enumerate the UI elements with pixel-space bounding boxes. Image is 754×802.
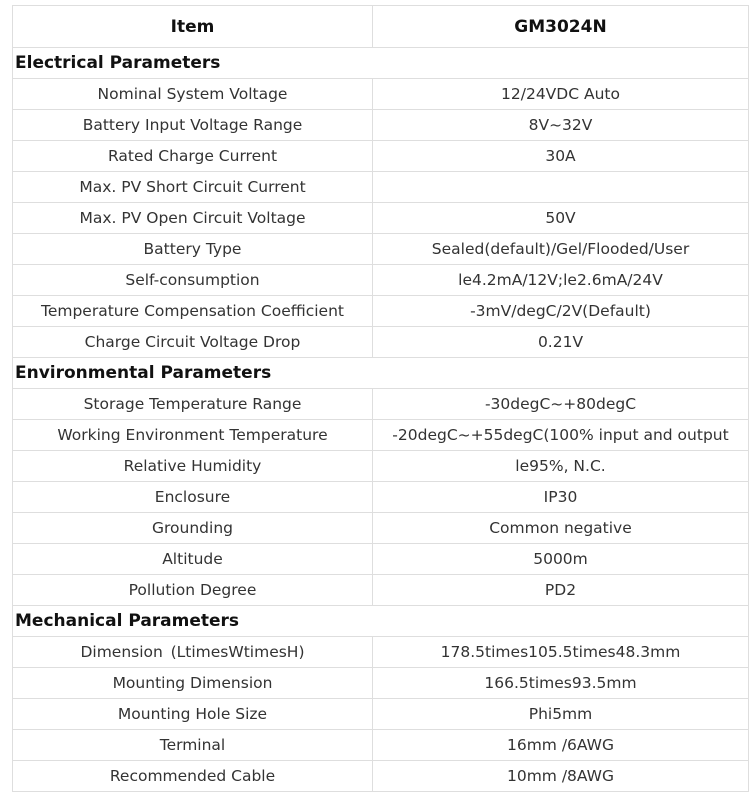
- table-row: [13, 730, 749, 761]
- table-row: [13, 668, 749, 699]
- param-value-cell: -20degC~+55degC(100% input and output: [373, 420, 749, 451]
- table-row: [13, 451, 749, 482]
- section-row: [13, 606, 749, 637]
- param-value-cell: 50V: [373, 203, 749, 234]
- table-row: [13, 172, 749, 203]
- param-name-cell: Rated Charge Current: [13, 141, 373, 172]
- param-value-cell: 178.5times105.5times48.3mm: [373, 637, 749, 668]
- param-value-cell: Common negative: [373, 513, 749, 544]
- param-name-cell: Enclosure: [13, 482, 373, 513]
- param-name-cell: Pollution Degree: [13, 575, 373, 606]
- param-value-cell: Phi5mm: [373, 699, 749, 730]
- param-name-cell: Nominal System Voltage: [13, 79, 373, 110]
- param-name-cell: Grounding: [13, 513, 373, 544]
- table-row: [13, 234, 749, 265]
- param-name-cell: Max. PV Open Circuit Voltage: [13, 203, 373, 234]
- param-value-cell: [373, 172, 749, 203]
- column-header-item: Item: [13, 6, 373, 48]
- param-value-cell: 10mm /8AWG: [373, 761, 749, 792]
- column-header-model: GM3024N: [373, 6, 749, 48]
- table-row: [13, 575, 749, 606]
- param-name-cell: Battery Type: [13, 234, 373, 265]
- param-name-cell: Temperature Compensation Coefficient: [13, 296, 373, 327]
- param-value-cell: -30degC~+80degC: [373, 389, 749, 420]
- spec-page: [0, 5, 754, 802]
- table-row: [13, 482, 749, 513]
- section-row: [13, 358, 749, 389]
- param-name-cell: Mounting Dimension: [13, 668, 373, 699]
- param-name-cell: Max. PV Short Circuit Current: [13, 172, 373, 203]
- section-header-mechanical: Mechanical Parameters: [13, 606, 749, 637]
- param-value-cell: 16mm /6AWG: [373, 730, 749, 761]
- table-row: [13, 203, 749, 234]
- header-row: [13, 6, 749, 48]
- table-row: [13, 420, 749, 451]
- param-name-cell: Battery Input Voltage Range: [13, 110, 373, 141]
- param-name-cell: Self-consumption: [13, 265, 373, 296]
- spec-table: [12, 5, 749, 792]
- table-row: [13, 141, 749, 172]
- param-value-cell: 12/24VDC Auto: [373, 79, 749, 110]
- table-row: [13, 544, 749, 575]
- param-name-cell: Terminal: [13, 730, 373, 761]
- param-value-cell: IP30: [373, 482, 749, 513]
- section-header-environmental: Environmental Parameters: [13, 358, 749, 389]
- param-value-cell: le95%, N.C.: [373, 451, 749, 482]
- param-name-cell: Altitude: [13, 544, 373, 575]
- param-name-cell: Recommended Cable: [13, 761, 373, 792]
- table-row: [13, 79, 749, 110]
- param-name-cell: Relative Humidity: [13, 451, 373, 482]
- table-row: [13, 513, 749, 544]
- param-value-cell: 5000m: [373, 544, 749, 575]
- table-row: [13, 265, 749, 296]
- param-name-cell: Mounting Hole Size: [13, 699, 373, 730]
- param-value-cell: 0.21V: [373, 327, 749, 358]
- param-value-cell: 8V~32V: [373, 110, 749, 141]
- param-name-cell: Charge Circuit Voltage Drop: [13, 327, 373, 358]
- param-value-cell: le4.2mA/12V;le2.6mA/24V: [373, 265, 749, 296]
- param-value-cell: PD2: [373, 575, 749, 606]
- param-name-cell: Storage Temperature Range: [13, 389, 373, 420]
- param-name-cell: Working Environment Temperature: [13, 420, 373, 451]
- table-row: [13, 327, 749, 358]
- table-row: [13, 110, 749, 141]
- param-value-cell: -3mV/degC/2V(Default): [373, 296, 749, 327]
- param-value-cell: 30A: [373, 141, 749, 172]
- param-name-cell: Dimension (LtimesWtimesH): [13, 637, 373, 668]
- param-value-cell: 166.5times93.5mm: [373, 668, 749, 699]
- section-header-electrical: Electrical Parameters: [13, 48, 749, 79]
- table-row: [13, 637, 749, 668]
- table-row: [13, 296, 749, 327]
- table-row: [13, 699, 749, 730]
- table-row: [13, 389, 749, 420]
- table-row: [13, 761, 749, 792]
- section-row: [13, 48, 749, 79]
- param-value-cell: Sealed(default)/Gel/Flooded/User: [373, 234, 749, 265]
